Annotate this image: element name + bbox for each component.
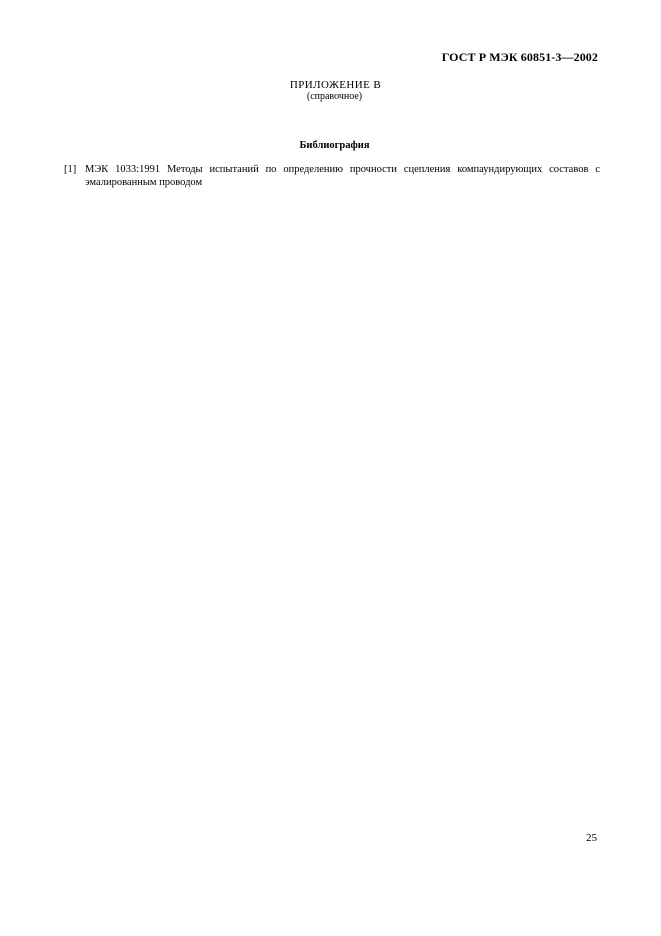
document-code: ГОСТ Р МЭК 60851-3—2002 bbox=[441, 50, 598, 64]
page-number: 25 bbox=[586, 832, 597, 844]
bibliography-list bbox=[64, 163, 600, 189]
appendix-subtitle: (справочное) bbox=[306, 91, 363, 102]
appendix-title: ПРИЛОЖЕНИЕ В bbox=[289, 79, 382, 91]
bibliography-item-text: МЭК 1033:1991 Методы испытаний по определению прочности сцепления компаундирующих составов с эмалированным проводом bbox=[85, 164, 600, 188]
bibliography-heading: Библиография bbox=[299, 140, 370, 151]
bibliography-item bbox=[64, 163, 600, 189]
bibliography-item-number: [1] bbox=[64, 164, 77, 175]
appendix-heading bbox=[0, 79, 661, 103]
